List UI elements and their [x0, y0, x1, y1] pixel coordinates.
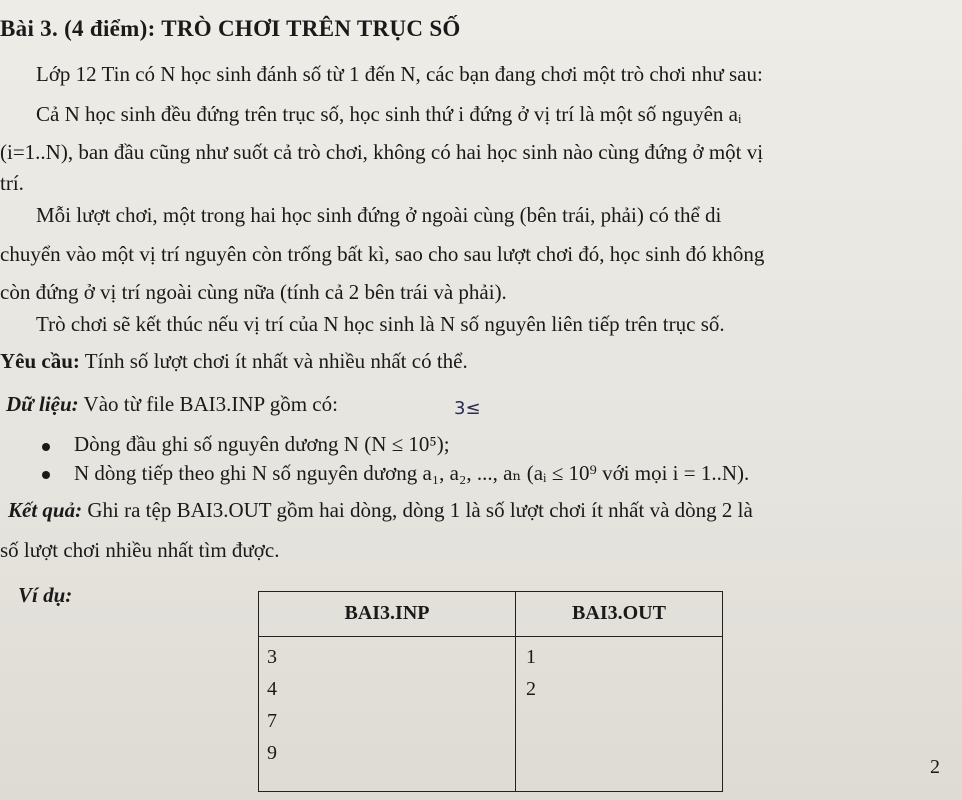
inp-value: 4: [267, 678, 277, 700]
inp-value: 3: [267, 646, 277, 668]
table-header-row: [259, 592, 723, 637]
paragraph-line: (i=1..N), ban đầu cũng như suốt cả trò chơi, không có hai học sinh nào cùng đứng ở một vị: [0, 140, 764, 164]
requirement-text: Tính số lượt chơi ít nhất và nhiều nhất có thể.: [79, 349, 468, 373]
data-label: Dữ liệu:: [6, 392, 79, 416]
data-line: [6, 392, 338, 417]
result-line-2: số lượt chơi nhiều nhất tìm được.: [0, 538, 280, 562]
handwritten-note: 3≤: [454, 398, 481, 419]
requirement-line: [0, 349, 468, 374]
paragraph-line: Cả N học sinh đều đứng trên trục số, học sinh thứ i đứng ở vị trí là một số nguyên aᵢ: [36, 102, 742, 126]
inp-value: 9: [267, 742, 277, 764]
requirement-label: Yêu cầu:: [0, 349, 80, 373]
bullet-dot: [42, 471, 50, 479]
table-cell-inp: [259, 637, 516, 792]
bullet-item: Dòng đầu ghi số nguyên dương N (N ≤ 10⁵);: [74, 432, 450, 456]
page-number: 2: [930, 756, 940, 778]
example-table: [258, 591, 723, 792]
table-row: [259, 637, 723, 792]
data-text: Vào từ file BAI3.INP gồm có:: [78, 392, 338, 416]
example-label-line: [18, 583, 72, 608]
paragraph-line: còn đứng ở vị trí ngoài cùng nữa (tính cả 2 bên trái và phải).: [0, 280, 507, 304]
inp-value: 7: [267, 710, 277, 732]
table-header-inp: BAI3.INP: [259, 592, 516, 637]
result-label: Kết quả:: [8, 498, 83, 522]
bullet-item: N dòng tiếp theo ghi N số nguyên dương a₁, a₂, ..., aₙ (aᵢ ≤ 10⁹ với mọi i = 1..N).: [74, 461, 750, 485]
paragraph-line: Mỗi lượt chơi, một trong hai học sinh đứng ở ngoài cùng (bên trái, phải) có thể di: [36, 203, 722, 227]
table-cell-out: [516, 637, 723, 792]
example-label: Ví dụ:: [18, 583, 73, 607]
table-header-out: BAI3.OUT: [516, 592, 723, 637]
result-line: [8, 498, 753, 523]
paragraph-line: Trò chơi sẽ kết thúc nếu vị trí của N học sinh là N số nguyên liên tiếp trên trục số.: [36, 312, 725, 336]
out-value: 1: [526, 646, 536, 668]
paragraph-line: Lớp 12 Tin có N học sinh đánh số từ 1 đến N, các bạn đang chơi một trò chơi như sau:: [36, 62, 763, 86]
paragraph-line: chuyển vào một vị trí nguyên còn trống bất kì, sao cho sau lượt chơi đó, học sinh đó không: [0, 242, 765, 266]
out-value: 2: [526, 678, 536, 700]
paragraph-line: trí.: [0, 171, 24, 195]
result-text: Ghi ra tệp BAI3.OUT gồm hai dòng, dòng 1 là số lượt chơi ít nhất và dòng 2 là: [82, 498, 753, 522]
bullet-dot: [42, 443, 50, 451]
problem-title: Bài 3. (4 điểm): TRÒ CHƠI TRÊN TRỤC SỐ: [0, 16, 461, 41]
